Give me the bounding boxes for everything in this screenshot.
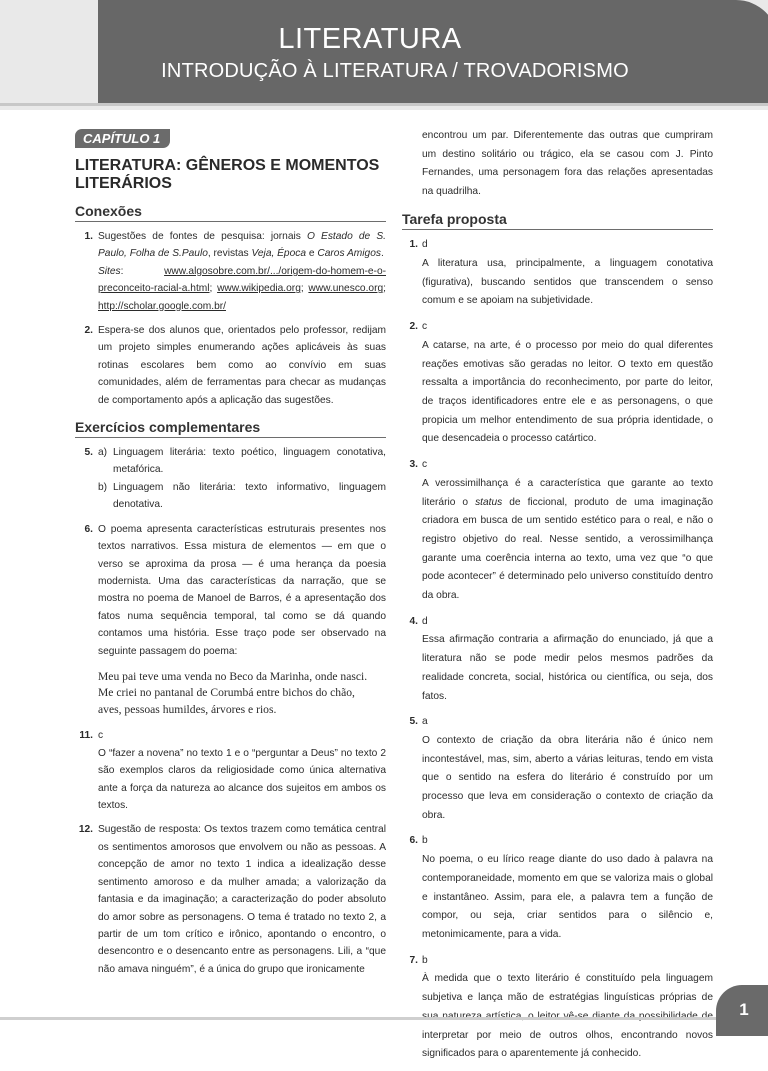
text: Sugestões de fontes de pesquisa: jornais bbox=[98, 231, 307, 242]
paragraph: Essa afirmação contraria a afirmação do enunciado, já que a literatura não se pode medir pelos mesmos padrões da realidade concreta, social, histórica ou científica, ou seja, dos fatos. bbox=[422, 634, 713, 702]
list-item bbox=[75, 821, 386, 978]
italic-text: Caros Amigos bbox=[317, 248, 381, 260]
link-unesco[interactable]: www.unesco.org bbox=[308, 283, 384, 295]
answer-letter: d bbox=[422, 615, 428, 627]
page-number: 1 bbox=[716, 985, 768, 1036]
item-body: Sugestão de resposta: Os textos trazem como temática central os sentimentos amorosos que envolvem ou não as pessoas. A concepção de amor no texto 1 indica a idealização desse sentimento amoroso e da mulher amada; a valorização da fantasia e da imaginação; a caracterização do poder absoluto do amor sobre as personagens. O tema é tratado no texto 2, a partir de um tom crítico e irônico, apontando o encontro, o desencontro e o desencanto entre as personagens. Lili, a “que não amava ninguém”, é a única do grupo que ironicamente bbox=[98, 824, 386, 975]
item-body bbox=[422, 713, 713, 825]
list-item bbox=[75, 521, 386, 721]
footer-divider bbox=[0, 1017, 768, 1020]
list-item bbox=[402, 952, 713, 1064]
poem-line: Me criei no pantanal de Corumbá entre bichos do chão, bbox=[98, 686, 355, 700]
item-number: 11. bbox=[79, 730, 93, 742]
item-number: 7. bbox=[409, 954, 418, 966]
item-body bbox=[98, 228, 386, 315]
paragraph: O contexto de criação da obra literária não é único nem incontestável, mas, sim, aberto a várias leituras, tendo em vista que o sentido na esfera do literário é construído por um processo que leva em consideração o contexto de criação da obra. bbox=[422, 734, 713, 821]
paragraph: O poema apresenta características estruturais presentes nos textos narrativos. Essa mistura de elementos — em que o verso se aproxima da prosa — é uma herança da poesia modernista. Uma das características da narração, que se mostra no poema de Manoel de Barros, é a apresentação dos fatos numa sequência temporal, tal como se dá quando contamos uma história. Esse traço pode ser observado na seguinte passagem do poema: bbox=[98, 523, 386, 657]
section-heading-tarefa: Tarefa proposta bbox=[402, 211, 713, 230]
item-body bbox=[422, 456, 713, 606]
header-divider bbox=[0, 103, 768, 106]
text: . bbox=[380, 248, 384, 260]
answer-letter: c bbox=[98, 730, 104, 742]
text: A verossimilhança é a característica que garante ao texto literário o bbox=[422, 477, 713, 508]
paragraph: A catarse, na arte, é o processo por meio do qual diferentes reações emotivas são geradas no leitor. O texto em questão ressalta a importância do reconhecimento, por parte do leitor, de traços identificadores entre ele e as personagens, o que propicia um melhor entendimento de sua própria identidade, o que desencadeia o processo catártico. bbox=[422, 339, 713, 445]
chapter-badge: CAPÍTULO 1 bbox=[75, 129, 170, 148]
separator: ; bbox=[209, 283, 218, 295]
list-item bbox=[75, 228, 386, 315]
list-item bbox=[402, 713, 713, 825]
sub-label: a) bbox=[98, 447, 108, 459]
list-item bbox=[402, 832, 713, 944]
item-body bbox=[422, 952, 713, 1064]
item-number: 12. bbox=[78, 824, 93, 836]
answer-letter: d bbox=[422, 239, 428, 251]
item-number: 2. bbox=[409, 321, 418, 333]
separator: ; bbox=[383, 283, 386, 295]
chapter-title: LITERATURA: GÊNEROS E MOMENTOS LITERÁRIOS bbox=[75, 157, 380, 192]
section-heading-conexoes: Conexões bbox=[75, 203, 386, 222]
list-item bbox=[402, 236, 713, 311]
answer-letter: c bbox=[422, 459, 428, 471]
item-number: 4. bbox=[409, 615, 418, 627]
sub-item bbox=[98, 479, 386, 514]
poem-line: Meu pai teve uma venda no Beco da Marinha, onde nasci. bbox=[98, 669, 368, 683]
section-heading-exercicios: Exercícios complementares bbox=[75, 419, 386, 438]
item-number: 3. bbox=[409, 459, 418, 471]
item-number: 5. bbox=[84, 447, 93, 459]
sub-label: b) bbox=[98, 481, 108, 493]
paragraph bbox=[422, 475, 713, 606]
paragraph: À medida que o texto literário é constituído pela linguagem subjetiva e lança mão de estratégias linguísticas próprias de interpretar por meio de outros olhos, encontrando novos significados para o aparentemente já conhecido. bbox=[422, 973, 713, 1060]
italic-text: O Estado de S. Paulo, Folha de S.Paulo bbox=[98, 231, 386, 260]
item-number: 1. bbox=[84, 231, 93, 242]
item-body bbox=[98, 727, 386, 814]
poem-line: aves, pessoas humildes, árvores e rios. bbox=[98, 702, 277, 716]
list-item bbox=[402, 613, 713, 707]
item-number: 6. bbox=[409, 835, 418, 847]
answer-letter: b bbox=[422, 954, 428, 966]
page-subtitle: INTRODUÇÃO À LITERATURA / TROVADORISMO bbox=[161, 60, 629, 82]
item-body: Espera-se dos alunos que, orientados pelo professor, redijam um projeto simples enumerando ações aplicáveis às suas rotinas escolares bem como ao convívio em suas comunidades, além de ferramentas para checar as mudanças de comportamento após a aplicação das sugestões. bbox=[98, 325, 386, 406]
text: de ficcional, produto de uma imaginação criadora em busca de um sentido estético para o real, e não o registro objetivo do real. Nesse sentido, a verossimilhança garante uma coerência interna ao texto, uma vez que “o que pode acontecer” é determinado pelo universo constituído dentro da obra. bbox=[422, 496, 713, 602]
poem-excerpt bbox=[98, 669, 386, 719]
list-item bbox=[75, 727, 386, 814]
colon: : bbox=[120, 265, 165, 277]
paragraph: No poema, o eu lírico reage diante do uso dado à palavra na contemporaneidade, momento em que se valoriza mais o global e instantâneo. Assim, para ele, a palavra tem a função de compor, ou seja, criar sentidos para o silêncio e, metonimicamente, para a vida. bbox=[422, 854, 713, 940]
item-number: 6. bbox=[84, 523, 93, 535]
answer-letter: c bbox=[422, 321, 428, 333]
page-title: LITERATURA bbox=[278, 23, 462, 55]
item-number: 5. bbox=[409, 716, 418, 728]
sites-label: Sites bbox=[98, 265, 121, 277]
item-body bbox=[422, 236, 713, 311]
italic-text: Veja, Época bbox=[251, 248, 307, 260]
item-number: 2. bbox=[84, 325, 93, 337]
link-wikipedia[interactable]: www.wikipedia.org bbox=[217, 283, 301, 295]
link-algosobre[interactable]: www.algosobre.com.br/.../origem-do-homem-e-o-preconceito-racial-a.html bbox=[98, 265, 386, 295]
sub-text: Linguagem literária: texto poético, linguagem conotativa, metafórica. bbox=[113, 447, 386, 476]
answer-letter: a bbox=[422, 716, 428, 728]
paragraph: O “fazer a novena” no texto 1 e o “perguntar a Deus” no texto 2 são exemplos claros da religiosidade como única alternativa ante a força da natureza ao alcance dos sujeitos em ambos os textos. bbox=[98, 747, 386, 812]
item-body bbox=[422, 613, 713, 707]
left-column bbox=[75, 127, 386, 985]
item-number: 1. bbox=[409, 239, 418, 251]
text: , revistas bbox=[207, 248, 252, 260]
item-body bbox=[98, 521, 386, 721]
italic-text: status bbox=[475, 496, 503, 508]
list-item bbox=[75, 444, 386, 514]
sub-item bbox=[98, 444, 386, 479]
answer-letter: b bbox=[422, 835, 428, 847]
list-item bbox=[402, 456, 713, 606]
item-body bbox=[422, 832, 713, 944]
link-scholar[interactable]: http://scholar.google.com.br/ bbox=[98, 300, 226, 312]
right-column bbox=[402, 127, 713, 1071]
item-body bbox=[422, 318, 713, 449]
separator: ; bbox=[300, 283, 309, 295]
item-body bbox=[98, 444, 386, 514]
text: e bbox=[306, 248, 318, 260]
list-item bbox=[75, 322, 386, 409]
sub-text: Linguagem não literária: texto informativo, linguagem denotativa. bbox=[113, 481, 386, 511]
list-item bbox=[402, 318, 713, 449]
paragraph: A literatura usa, principalmente, a linguagem conotativa (figurativa), buscando sentidos que transcendem o senso comum e se apoiam na subjetividade. bbox=[422, 258, 713, 307]
continued-paragraph: encontrou um par. Diferentemente das outras que cumpriram um destino solitário ou trágico, ela se casou com J. Pinto Fernandes, uma personagem fora das relações apresentadas na quadrilha. bbox=[422, 130, 713, 197]
